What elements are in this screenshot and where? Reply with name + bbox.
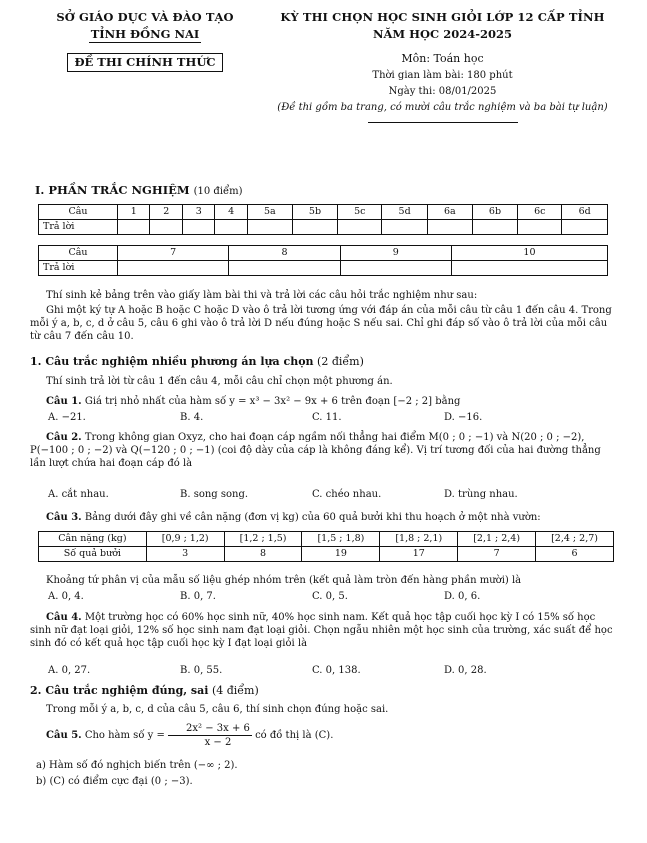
dept-line2: TỈNH ĐỒNG NAI <box>90 26 200 41</box>
table-row: Trả lời <box>39 220 608 235</box>
option: A. 0, 27. <box>48 665 91 676</box>
weight-table <box>38 531 614 562</box>
q5-item-b: b) (C) có điểm cực đại (0 ; −3). <box>36 776 193 787</box>
q3-text2: Khoảng tứ phân vị của mẫu số liệu ghép nhóm trên (kết quả làm tròn đến hàng phần mười) là <box>46 575 522 586</box>
question-3: Câu 3. Bảng dưới đây ghi về cân nặng (đơn vị kg) của 60 quả bưởi khi thu hoạch ở một nhà vườn: <box>46 512 541 523</box>
official-label: ĐỀ THI CHÍNH THỨC <box>67 53 222 72</box>
option: A. cắt nhau. <box>48 489 109 500</box>
question-2: Câu 2. Trong không gian Oxyz, cho hai đoạn cáp ngầm nối thẳng hai điểm M(0 ; 0 ; −1) và N(20 ; 0 ; −2), P(−100 ; 0 ; −2) và Q(−120 ; 0 ; −1) (coi độ dày của cáp là không đáng kể). Vị trí tương đối của hai đường thẳng lần lượt chứa hai đoạn cáp đó là <box>30 432 601 469</box>
q4-options <box>48 664 608 677</box>
dept-line1: SỞ GIÁO DỤC VÀ ĐÀO TẠO <box>56 10 234 24</box>
option: D. 0, 6. <box>444 591 481 602</box>
school-year: NĂM HỌC 2024-2025 <box>373 26 512 41</box>
option: B. 0, 7. <box>180 591 216 602</box>
option: D. trùng nhau. <box>444 489 518 500</box>
option: B. song song. <box>180 489 249 500</box>
table-row: Số quả bưởi 3 8 19 17 7 6 <box>39 547 614 562</box>
option: B. 0, 55. <box>180 665 223 676</box>
exam-title: KỲ THI CHỌN HỌC SINH GIỎI LỚP 12 CẤP TỈNH <box>280 10 605 24</box>
table-row: Câu 7 8 9 10 <box>39 246 608 261</box>
duration: Thời gian làm bài: 180 phút <box>372 70 513 82</box>
answer-table-2 <box>38 245 608 276</box>
instructions-line1: Thí sinh kẻ bảng trên vào giấy làm bài thi và trả lời các câu hỏi trắc nghiệm như sau: <box>46 290 478 301</box>
table-row: Cân nặng (kg) [0,9 ; 1,2) [1,2 ; 1,5) [1,5 ; 1,8) [1,8 ; 2,1) [2,1 ; 2,4) [2,4 ; 2,7) <box>39 532 614 547</box>
exam-note: (Đề thi gồm ba trang, có mười câu trắc nghiệm và ba bài tự luận) <box>277 102 608 114</box>
question-4: Câu 4. Một trường học có 60% học sinh nữ, 40% học sinh nam. Kết quả học tập cuối học kỳ I có 15% số học sinh nữ đạt loại giỏi, 12% số học sinh nam đạt loại giỏi. Chọn ngẫu nhiên một học sinh của trường, xác suất để học sinh đó có kết quả học tập cuối học kỳ I đạt loại giỏi là <box>30 612 613 649</box>
part1-title: 1. Câu trắc nghiệm nhiều phương án lựa chọn (2 điểm) <box>30 355 364 368</box>
option: A. −21. <box>48 412 86 423</box>
table-row: Trả lời <box>39 261 608 276</box>
fraction: $\frac{\text{2x² − 3x + 6}}{x - 2}$ <box>168 722 252 749</box>
header-right <box>250 10 635 123</box>
option: D. 0, 28. <box>444 665 487 676</box>
option: C. 0, 138. <box>312 665 361 676</box>
option: C. 11. <box>312 412 342 423</box>
option: B. 4. <box>180 412 204 423</box>
table-row: Câu 1 2 3 4 5a 5b 5c 5d 6a 6b 6c 6d <box>39 205 608 220</box>
exam-date: Ngày thi: 08/01/2025 <box>388 86 497 98</box>
q5-item-a: a) Hàm số đó nghịch biến trên (−∞ ; 2). <box>36 760 238 771</box>
subject: Môn: Toán học <box>401 51 484 65</box>
question-1: Câu 1. Giá trị nhỏ nhất của hàm số y = x³ − 3x² − 9x + 6 trên đoạn [−2 ; 2] bằng <box>46 396 461 407</box>
section1-title: I. PHẦN TRẮC NGHIỆM (10 điểm) <box>35 183 243 197</box>
header-left <box>30 10 260 72</box>
instructions-line2: Ghi một ký tự A hoặc B hoặc C hoặc D vào ô trả lời tương ứng với đáp án của mỗi câu từ câu 1 đến câu 4. Trong mỗi ý a, b, c, d ở câu 5, câu 6 ghi vào ô trả lời D nếu đúng hoặc S nếu sai. Chỉ ghi đáp số vào ô trả lời của mỗi câu từ câu 7 đến câu 10. <box>30 305 612 342</box>
part1-intro: Thí sinh trả lời từ câu 1 đến câu 4, mỗi câu chỉ chọn một phương án. <box>46 376 393 387</box>
option: A. 0, 4. <box>48 591 84 602</box>
q3-options <box>48 590 608 603</box>
question-5: Câu 5. Cho hàm số y = $\frac{\text{2x² − 3x + 6}}{x - 2}$ có đồ thị là (C). <box>46 723 334 748</box>
option: C. chéo nhau. <box>312 489 382 500</box>
option: D. −16. <box>444 412 483 423</box>
q2-options <box>48 488 608 501</box>
part2-intro: Trong mỗi ý a, b, c, d của câu 5, câu 6, thí sinh chọn đúng hoặc sai. <box>46 704 389 715</box>
header-divider <box>368 122 518 123</box>
q1-options <box>48 411 608 424</box>
option: C. 0, 5. <box>312 591 348 602</box>
answer-table-1 <box>38 204 608 235</box>
part2-title: 2. Câu trắc nghiệm đúng, sai (4 điểm) <box>30 684 259 697</box>
